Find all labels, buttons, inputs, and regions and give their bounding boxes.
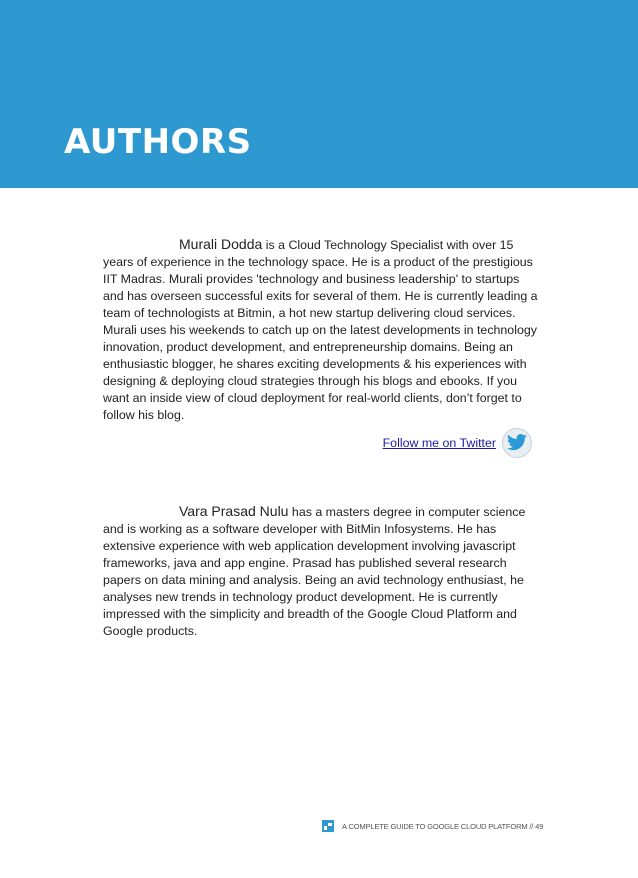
page-number: 49 (535, 821, 544, 831)
page-title: AUTHORS (64, 122, 252, 162)
author-bio-murali (103, 236, 539, 424)
author-name: Vara Prasad Nulu (179, 503, 289, 519)
author-bio-text: is a Cloud Technology Specialist with over 15 years of experience in the technology space. He is a product of the prestigious IIT Madras. Murali provides 'technology and business leadership' to startups and has overseen successful exits for several of them. He is currently leading a team of technologists at Bitmin, a hot new startup delivering cloud services. Murali uses his weekends to catch up on the latest developments in technology innovation, product development, and entrepreneurship domains. Being an enthusiastic blogger, he shares exciting developments & his experiences with designing & deploying cloud strategies through his blogs and ebooks. If you want an inside view of cloud deployment for real-world clients, don’t forget to follow his blog. (103, 238, 538, 422)
author-name: Murali Dodda (179, 236, 263, 252)
footer-text: A COMPLETE GUIDE TO GOOGLE CLOUD PLATFORM // (342, 821, 534, 831)
header-band (0, 0, 638, 188)
twitter-follow (330, 428, 532, 458)
page-footer (322, 820, 543, 832)
book-logo-icon (322, 820, 334, 832)
author-bio-vara (103, 503, 539, 640)
author-bio-text: has a masters degree in computer science and is working as a software developer with BitMin Infosystems. He has extensive experience with web application development involving javascript frameworks, java and app engine. Prasad has published several research papers on data mining and analysis. Being an avid technology enthusiast, he analyses new trends in technology product development. He is currently impressed with the simplicity and breadth of the Google Cloud Platform and Google products. (103, 505, 526, 638)
twitter-bird-icon[interactable] (502, 428, 532, 458)
follow-twitter-link[interactable]: Follow me on Twitter (382, 436, 496, 450)
